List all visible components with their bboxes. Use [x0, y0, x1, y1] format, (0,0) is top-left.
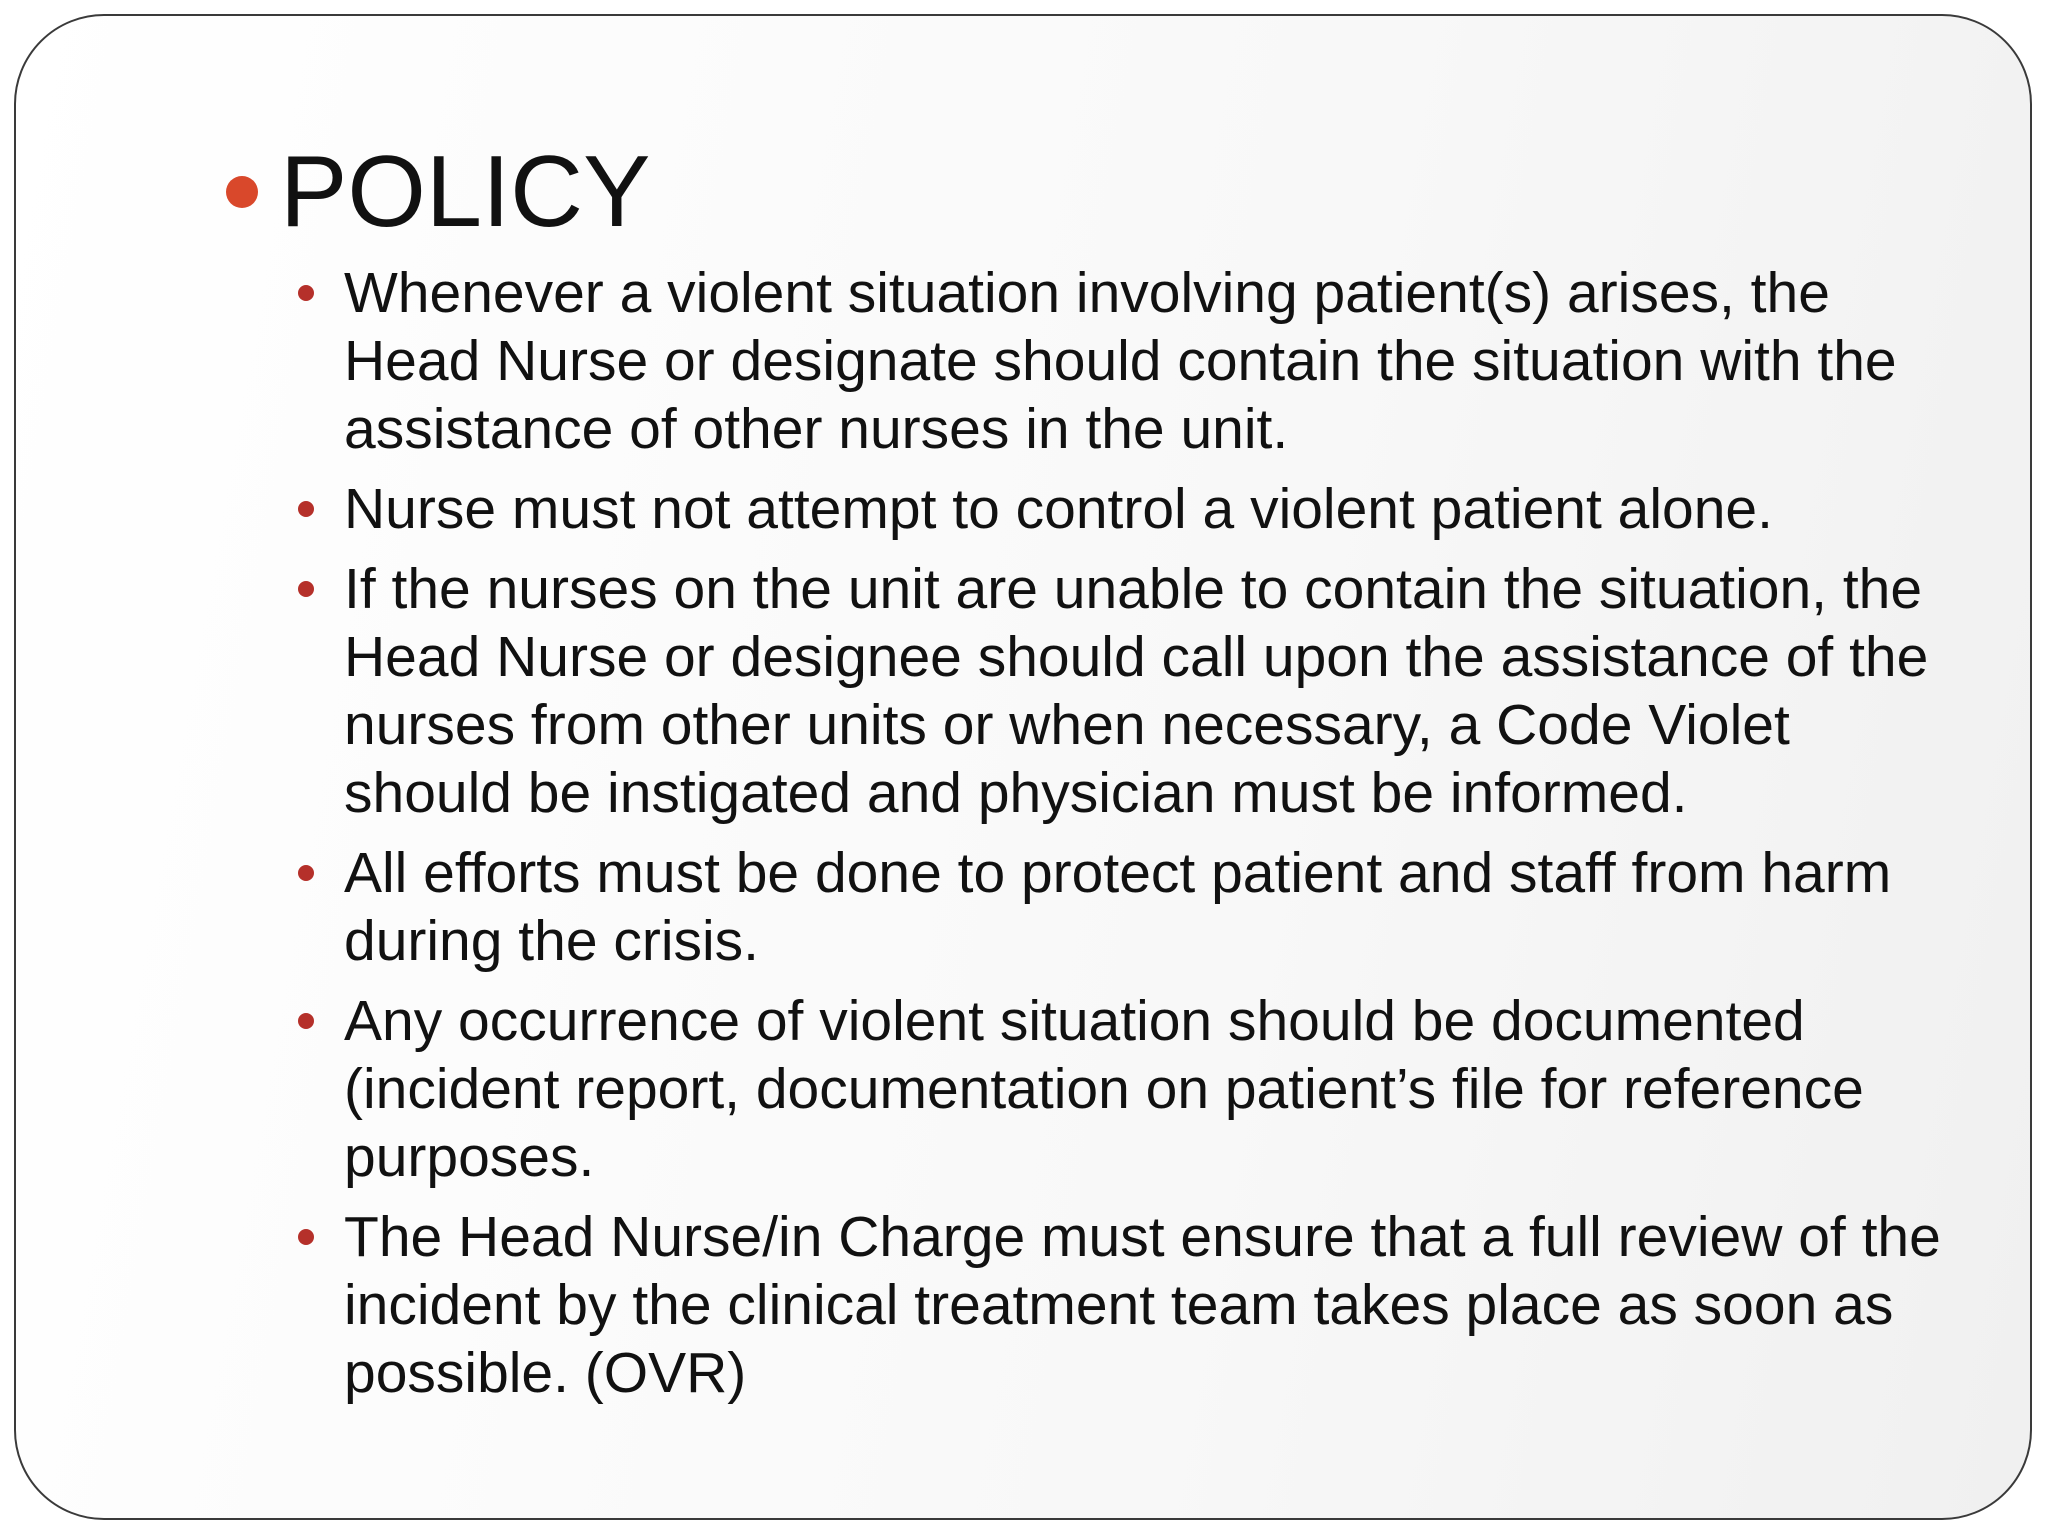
- bullet-icon: [298, 865, 314, 881]
- policy-item: [298, 987, 1958, 1191]
- bullet-icon: [298, 1229, 314, 1245]
- bullet-icon: [298, 1013, 314, 1029]
- policy-list: [298, 259, 1958, 1419]
- slide-heading: [226, 134, 650, 250]
- policy-item: [298, 839, 1958, 975]
- bullet-icon: [298, 285, 314, 301]
- policy-item-text: Nurse must not attempt to control a violent patient alone.: [344, 477, 1773, 541]
- policy-item-text: All efforts must be done to protect patient and staff from harm during the crisis.: [344, 841, 1892, 973]
- policy-item-text: The Head Nurse/in Charge must ensure that a full review of the incident by the clinical treatment team takes place as soon as possible. (OVR): [344, 1205, 1941, 1405]
- slide: [14, 14, 2032, 1520]
- policy-item: [298, 259, 1958, 463]
- bullet-icon: [298, 581, 314, 597]
- policy-item-text: If the nurses on the unit are unable to contain the situation, the Head Nurse or designee should call upon the assistance of the nurses from other units or when necessary, a Code Violet should be instigated and physician must be informed.: [344, 557, 1929, 825]
- policy-item: [298, 555, 1958, 827]
- policy-item: [298, 475, 1958, 543]
- heading-bullet-icon: [226, 176, 258, 208]
- policy-item-text: Any occurrence of violent situation should be documented (incident report, documentation on patient’s file for reference purposes.: [344, 989, 1864, 1189]
- bullet-icon: [298, 501, 314, 517]
- policy-item-text: Whenever a violent situation involving patient(s) arises, the Head Nurse or designate should contain the situation with the assistance of other nurses in the unit.: [344, 261, 1897, 461]
- heading-title: POLICY: [280, 136, 651, 248]
- policy-item: [298, 1203, 1958, 1407]
